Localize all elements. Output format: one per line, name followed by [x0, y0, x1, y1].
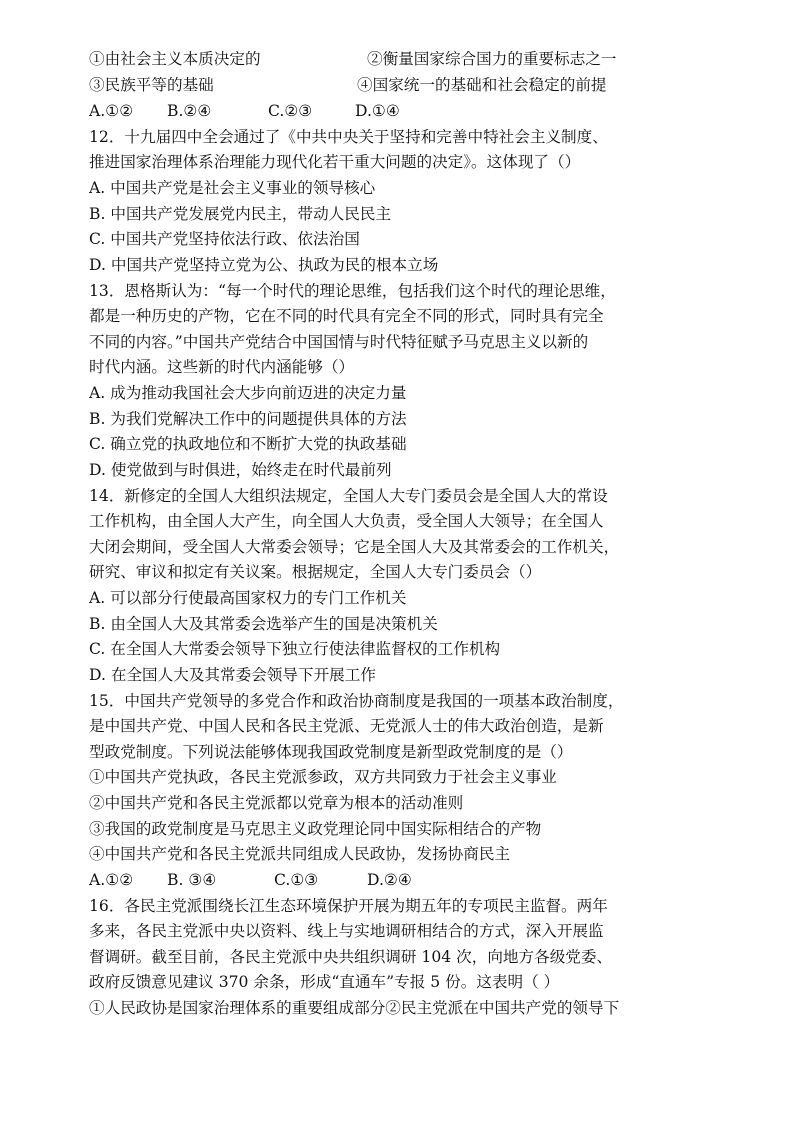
- q13-stem-line: 不同的内容。”中国共产党结合中国国情与时代特征赋予马克思主义以新的: [89, 333, 589, 351]
- q15-stem-line: 15．中国共产党领导的多党合作和政治协商制度是我国的一项基本政治制度，: [89, 692, 624, 710]
- q11-options-row-2: [89, 73, 709, 99]
- q15-statement-2: ②中国共产党和各民主党派都以党章为根本的活动准则: [89, 794, 464, 812]
- q14-stem-line: 14．新修定的全国人大组织法规定，全国人大专门委员会是全国人大的常设: [89, 487, 608, 505]
- q14-stem-line: 研究、审议和拟定有关议案。根据规定，全国人大专门委员会（）: [89, 563, 542, 581]
- q12-choice-d: D. 中国共产党坚持立党为公、执政为民的根本立场: [89, 256, 439, 274]
- q16-statement-1: ①人民政协是国家治理体系的重要组成部分②民主党派在中国共产党的领导下: [89, 999, 620, 1017]
- q11-option-1: ①由社会主义本质决定的: [89, 50, 261, 68]
- q11-choice-c: C.②③: [268, 102, 313, 120]
- q11-options-row-1: [89, 47, 709, 73]
- q16-stem-line: 多来，各民主党派中央以资料、线上与实地调研相结合的方式，深入开展监: [89, 922, 604, 940]
- q13-choice-c: C. 确立党的执政地位和不断扩大党的执政基础: [89, 435, 407, 453]
- q15-statement-4: ④中国共产党和各民主党派共同组成人民政协，发扬协商民主: [89, 845, 511, 863]
- q12-stem-line: 12．十九届四中全会通过了《中共中央关于坚持和完善中特社会主义制度、: [89, 128, 608, 146]
- q15-choice-d: D.②④: [367, 871, 412, 889]
- q11-choice-a: A.①②: [89, 102, 134, 120]
- q12-choice-c: C. 中国共产党坚持依法行政、依法治国: [89, 230, 360, 248]
- q14-choice-c: C. 在全国人大常委会领导下独立行使法律监督权的工作机构: [89, 640, 501, 658]
- q16-stem-line: 督调研。截至目前，各民主党派中央共组织调研 104 次，向地方各级党委、: [89, 948, 613, 966]
- q12-choice-b: B. 中国共产党发展党内民主，带动人民民主: [89, 205, 392, 223]
- q11-choice-d: D.①④: [355, 102, 400, 120]
- q15-statement-3: ③我国的政党制度是马克思主义政党理论同中国实际相结合的产物: [89, 820, 542, 838]
- q15-choice-a: A.①②: [89, 871, 134, 889]
- q15-stem-line: 是中国共产党、中国人民和各民主党派、无党派人士的伟大政治创造，是新: [89, 717, 604, 735]
- q11-choice-b: B.②④: [167, 102, 212, 120]
- q13-choice-d: D. 使党做到与时俱进，始终走在时代最前列: [89, 461, 392, 479]
- q15-statement-1: ①中国共产党执政，各民主党派参政，双方共同致力于社会主义事业: [89, 768, 557, 786]
- q13-choice-b: B. 为我们党解决工作中的问题提供具体的方法: [89, 410, 407, 428]
- q14-stem-line: 工作机构，由全国人大产生，向全国人大负责，受全国人大领导；在全国人: [89, 512, 604, 530]
- q14-choice-a: A. 可以部分行使最高国家权力的专门工作机关: [89, 589, 407, 607]
- q15-stem-line: 型政党制度。下列说法能够体现我国政党制度是新型政党制度的是（）: [89, 743, 573, 761]
- q12-stem-line: 推进国家治理体系治理能力现代化若干重大问题的决定》。这体现了（）: [89, 153, 581, 171]
- q12-choice-a: A. 中国共产党是社会主义事业的领导核心: [89, 179, 376, 197]
- q11-option-4: ④国家统一的基础和社会稳定的前提: [357, 76, 607, 94]
- q11-option-3: ③民族平等的基础: [89, 76, 214, 94]
- q16-stem-line: 政府反馈意见建议 370 余条，形成“直通车”专报 5 份。这表明（ ）: [89, 973, 560, 991]
- q13-choice-a: A. 成为推动我国社会大步向前迈进的决定力量: [89, 384, 407, 402]
- q14-choice-d: D. 在全国人大及其常委会领导下开展工作: [89, 666, 376, 684]
- q13-stem-line: 时代内涵。这些新的时代内涵能够（）: [89, 358, 355, 376]
- q11-answer-choices: [89, 99, 709, 125]
- q13-stem-line: 都是一种历史的产物，它在不同的时代具有完全不同的形式，同时具有完全: [89, 307, 604, 325]
- q14-stem-line: 大闭会期间，受全国人大常委会领导；它是全国人大及其常委会的工作机关，: [89, 538, 620, 556]
- q15-choice-b: B. ③④: [167, 871, 217, 889]
- q14-choice-b: B. 由全国人大及其常委会选举产生的国是决策机关: [89, 615, 438, 633]
- q11-option-2: ②衡量国家综合国力的重要标志之一: [367, 50, 617, 68]
- q16-stem-line: 16．各民主党派围绕长江生态环境保护开展为期五年的专项民主监督。两年: [89, 897, 608, 915]
- q15-answer-choices: [89, 868, 709, 894]
- q15-choice-c: C.①③: [274, 871, 319, 889]
- q13-stem-line: 13．恩格斯认为：“每一个时代的理论思维，包括我们这个时代的理论思维，: [89, 282, 616, 300]
